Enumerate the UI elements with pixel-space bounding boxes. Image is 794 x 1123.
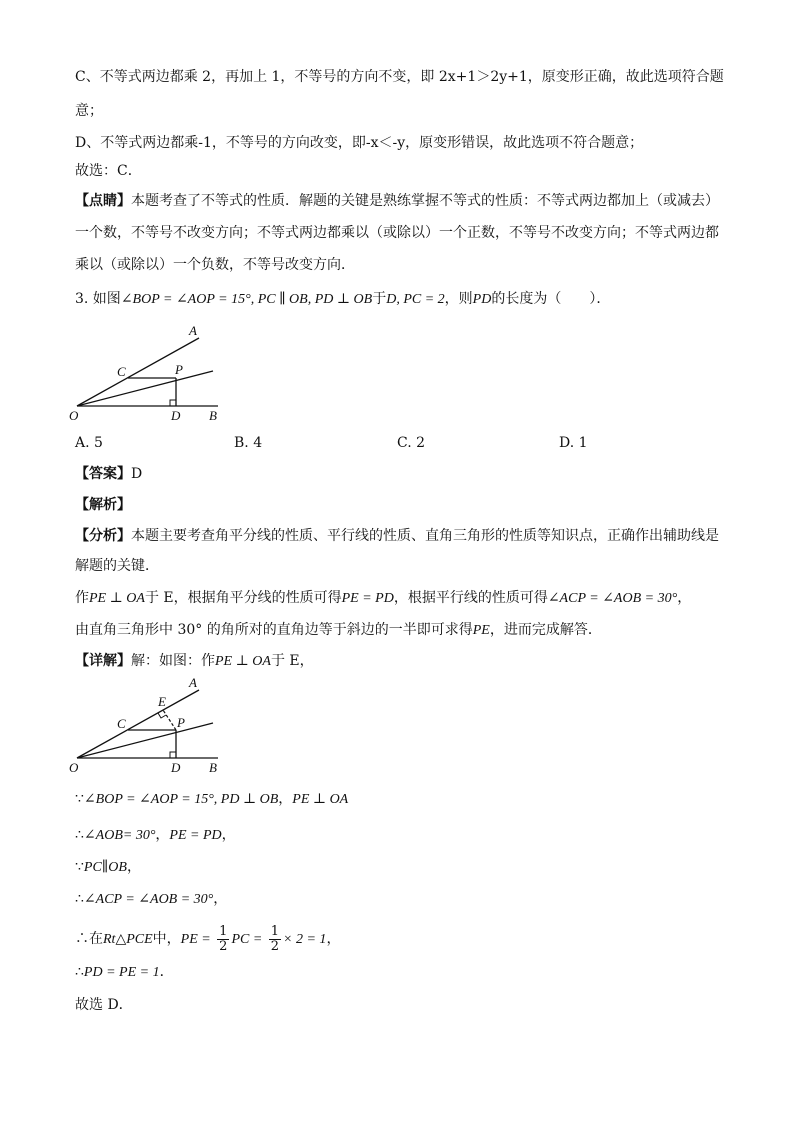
step-2: ∴∠AOB= 30°，PE = PD， xyxy=(75,827,236,843)
segment-pe-dashed xyxy=(163,710,176,730)
label-b: B xyxy=(209,408,217,423)
fraction-half-2: $\frac{1}{2}$ xyxy=(270,923,280,954)
option-d: D. 1 xyxy=(559,435,588,451)
question-3: 3. 如图∠BOP = ∠AOP = 15°, PC ∥ OB, PD ⊥ OB于D, PC = 2，则PD的长度为（ ）． xyxy=(75,291,611,307)
label-d: D xyxy=(171,760,181,775)
step-6: ∴PD = PE = 1． xyxy=(75,964,174,980)
xiangjie-tag: 【详解】 xyxy=(75,653,131,669)
answer-line xyxy=(75,464,142,484)
label-o: O xyxy=(69,408,79,423)
fenxi-line-2: 解题的关键． xyxy=(75,558,159,574)
right-angle-mark-e xyxy=(158,713,166,718)
label-a: A xyxy=(189,323,197,338)
step-1: ∵∠BOP = ∠AOP = 15°, PD ⊥ OB，PE ⊥ OA xyxy=(75,791,349,807)
option-b: B. 4 xyxy=(234,435,263,451)
label-b: B xyxy=(209,760,217,775)
step-4: ∴∠ACP = ∠AOB = 30°， xyxy=(75,891,228,907)
analysis-heading: 【解析】 xyxy=(75,497,131,513)
figure-solution xyxy=(65,672,235,777)
figure-question xyxy=(65,320,235,425)
dianjing-line-3: 乘以（或除以）一个负数，不等号改变方向． xyxy=(75,257,355,273)
right-angle-mark-d xyxy=(170,752,176,758)
step-3: ∵PC∥OB， xyxy=(75,859,141,875)
option-c: C. 2 xyxy=(397,435,426,451)
label-e: E xyxy=(158,694,166,709)
label-d: D xyxy=(171,408,181,423)
option-c-explanation: C、不等式两边都乘 2，再加上 1，不等号的方向不变，即 2x+1＞2y+1，原变形正确，故此选项符合题 xyxy=(75,69,724,85)
ray-op xyxy=(77,371,213,406)
label-a: A xyxy=(189,675,197,690)
label-o: O xyxy=(69,760,79,775)
option-c-explanation-cont: 意； xyxy=(75,103,103,119)
ray-op xyxy=(77,723,213,758)
label-p: P xyxy=(175,362,183,377)
label-p: P xyxy=(177,715,185,730)
fenxi-tag: 【分析】 xyxy=(75,528,131,544)
fenxi-paragraph: 【分析】本题主要考查角平分线的性质、平行线的性质、直角三角形的性质等知识点，正确作出辅助线是 xyxy=(75,528,719,544)
solution-idea-2: 由直角三角形中 30° 的角所对的直角边等于斜边的一半即可求得PE，进而完成解答． xyxy=(75,622,602,638)
label-c: C xyxy=(117,716,126,731)
dianjing-tag: 【点睛】 xyxy=(75,193,131,209)
option-d-explanation: D、不等式两边都乘-1，不等号的方向改变，即-x＜-y，原变形错误，故此选项不符合题意； xyxy=(75,135,644,151)
option-a: A. 5 xyxy=(75,435,103,451)
answer-tag: 【答案】 xyxy=(75,466,131,482)
label-c: C xyxy=(117,364,126,379)
dianjing-line-2: 一个数，不等号不改变方向；不等式两边都乘以（或除以）一个正数，不等号不改变方向；不等式两边都 xyxy=(75,225,719,241)
dianjing-paragraph: 【点睛】本题考查了不等式的性质．解题的关键是熟练掌握不等式的性质：不等式两边都加上（或减去） xyxy=(75,193,719,209)
fraction-half: $\frac{1}{2}$ xyxy=(219,923,228,954)
solution-idea-1: 作PE ⊥ OA于 E，根据角平分线的性质可得PE = PD，根据平行线的性质可得∠ACP = ∠AOB = 30°， xyxy=(75,590,692,606)
answer-select-c: 故选：C． xyxy=(75,163,142,179)
right-angle-mark xyxy=(170,400,176,406)
step-5: ∴在Rt△PCE中，PE = $\frac{1}{2}$ PC = $\frac{1}{2}$ × 2 = 1， xyxy=(75,923,341,954)
final-answer: 故选 D． xyxy=(75,997,133,1013)
xiangjie-paragraph: 【详解】解：如图：作PE ⊥ OA于 E， xyxy=(75,653,314,669)
answer-value: D xyxy=(131,466,143,482)
